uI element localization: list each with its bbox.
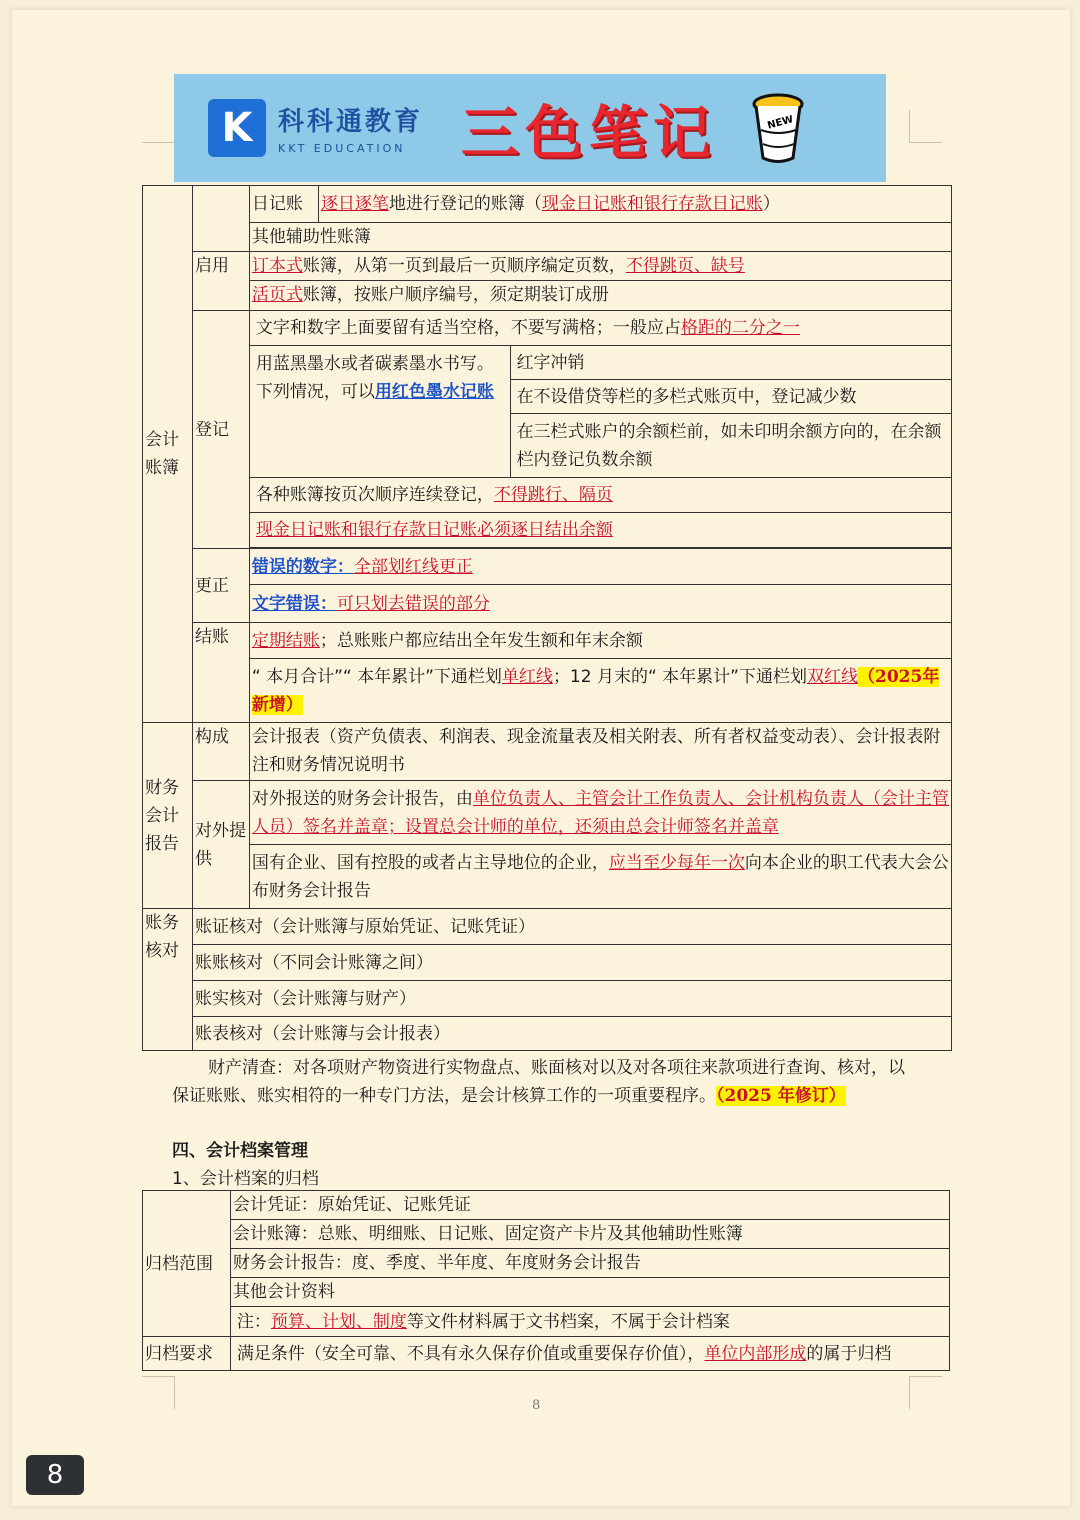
- cell-jiezhang-r2: [249, 659, 951, 723]
- cell-hedui-4: 账表核对（会计账簿与会计报表）: [192, 1017, 951, 1051]
- cell-red-case-2: 在不设借贷等栏的多栏式账页中，登记减少数: [510, 380, 951, 414]
- cell-yaoqiu-text: [230, 1337, 949, 1371]
- text-blue: 错误的数字：: [251, 556, 354, 577]
- text: 满足条件（安全可靠、不具有永久保存价值或重要保存价值），: [236, 1343, 705, 1364]
- cell-zhangwu-hedui: 账务核对: [143, 909, 193, 1051]
- cell-ink-rule: [249, 346, 510, 478]
- page-number: 8: [532, 1398, 541, 1413]
- crop-mark-top-right: [909, 110, 942, 143]
- text-red: 不得跳页、缺号: [625, 256, 745, 276]
- cell-fanwei-note: [230, 1307, 949, 1337]
- text-red: 活页式: [251, 285, 303, 305]
- cell-red-case-3: 在三栏式账户的余额栏前，如未印明余额方向的，在余额栏内登记负数余额: [510, 414, 951, 478]
- text-red: 全部划红线更正: [353, 556, 473, 577]
- text: ；总账账户都应结出全年发生额和年末余额: [319, 630, 643, 651]
- archive-table: [142, 1190, 950, 1371]
- text-blue: 用红色墨水记账: [374, 382, 494, 402]
- brand: [278, 101, 423, 155]
- cell-dengji-daily: [249, 513, 951, 548]
- cup-label: NEW: [766, 114, 795, 132]
- text-red: 单红线: [501, 667, 553, 687]
- cell-empty: [192, 186, 249, 252]
- text-red: 应当至少每年一次: [608, 852, 745, 873]
- text-red: 格距的二分之一: [680, 318, 800, 338]
- text-red: 订本式: [251, 256, 303, 276]
- brand-name-en: KKT EDUCATION: [278, 142, 406, 155]
- text: 各种账簿按页次顺序连续登记，: [255, 485, 494, 505]
- text-blue: 文字错误：: [251, 593, 337, 614]
- brand-name-cn: 科科通教育: [278, 107, 424, 137]
- cell-riji-label: 日记账: [249, 186, 318, 223]
- cell-qiyong-label: 启用: [192, 252, 249, 311]
- text-red: 单位内部形成: [704, 1343, 807, 1364]
- crop-mark-bottom-right: [909, 1376, 942, 1409]
- cell-fanwei-2: 会计账簿：总账、明细账、日记账、固定资产卡片及其他辅助性账簿: [230, 1220, 949, 1249]
- cell-dengji-label: 登记: [192, 311, 249, 549]
- accounting-main-table: [142, 185, 952, 1051]
- cell-yaoqiu-label: 归档要求: [143, 1337, 231, 1371]
- cell-caiwu-baogao: 财务会计报告: [143, 723, 193, 909]
- header-banner: [174, 74, 886, 182]
- banner-title: 三色笔记: [461, 99, 718, 167]
- cell-gengzheng-label: 更正: [192, 549, 249, 623]
- text: 账簿，从第一页到最后一页顺序编定页数，: [302, 256, 626, 276]
- cell-qiyong-r1: [249, 252, 951, 281]
- cell-gengzheng-r1: [249, 549, 951, 585]
- text: 文字和数字上面要留有适当空格，不要写满格；一般应占: [255, 318, 681, 338]
- text: 的属于归档: [806, 1343, 892, 1364]
- cell-gengzheng-r2: [249, 585, 951, 623]
- cell-dengji-seq: [249, 478, 951, 513]
- cell-fanwei-3: 财务会计报告：度、季度、半年度、年度财务会计报告: [230, 1249, 949, 1278]
- cell-goucheng-text: 会计报表（资产负债表、利润表、现金流量表及相关附表、所有者权益变动表）、会计报表附注和财务情况说明书: [249, 723, 951, 781]
- cell-fanwei-label: 归档范围: [143, 1191, 231, 1337]
- cell-qita-fuzhu: 其他辅助性账簿: [249, 223, 951, 252]
- text-red: 双红线: [807, 667, 858, 687]
- text: 用蓝黑墨水或者碳素墨水书写。下列情况，可以: [255, 354, 494, 402]
- cell-red-case-1: 红字冲销: [510, 346, 951, 380]
- text: ；12 月末的“ 本年累计”下通栏划: [552, 667, 807, 687]
- subsection-title: 1、会计档案的归档: [172, 1169, 319, 1189]
- text-red: 现金日记账和银行存款日记账: [541, 194, 763, 214]
- cell-duiwai-r2: [249, 845, 951, 909]
- text: 账簿，按账户顺序编号，须定期装订成册: [302, 285, 609, 305]
- highlight-revised-2025: （2025 年修订）: [716, 1086, 846, 1106]
- cell-goucheng-label: 构成: [192, 723, 249, 781]
- property-inventory-paragraph: [172, 1054, 917, 1110]
- cell-kuaiji-zhangbu: 会计账簿: [143, 186, 193, 723]
- cell-fanwei-4: 其他会计资料: [230, 1278, 949, 1307]
- cell-duiwai-label: 对外提供: [192, 781, 249, 909]
- text-red: 逐日逐笔: [320, 194, 389, 214]
- section-title: 四、会计档案管理: [172, 1141, 308, 1161]
- text: 财产清查：对各项财产物资进行实物盘点、账面核对以及对各项往来款项进行查询、核对，以保证账账、账实相符的一种专门方法，是会计核算工作的一项重要程序。: [172, 1058, 905, 1106]
- text-red: 预算、计划、制度: [270, 1311, 407, 1332]
- crop-mark-top-left: [142, 110, 175, 143]
- text: 对外报送的财务会计报告，由: [251, 788, 473, 809]
- text-red: 单位负责人、主管会计工作负责人、会计机构负责人（会计主管人员）签名并盖章；设置总会计师的单位，还须由总会计师签名并盖章: [251, 788, 949, 837]
- cell-fanwei-1: 会计凭证：原始凭证、记账凭证: [230, 1191, 949, 1220]
- text: 等文件材料属于文书档案，不属于会计档案: [406, 1311, 730, 1332]
- text: 向本企业的职工代表大会公布财务会计报告: [251, 852, 949, 901]
- text: 注：: [236, 1311, 271, 1332]
- page-badge: 8: [26, 1455, 84, 1495]
- kkt-logo-icon: [208, 99, 266, 157]
- text-red: 不得跳行、隔页: [493, 485, 613, 505]
- crop-mark-bottom-left: [142, 1376, 175, 1409]
- cell-jiezhang-label: 结账: [192, 623, 249, 723]
- highlight-new-2025: （2025年新增）: [251, 667, 940, 715]
- text-red: 定期结账: [251, 630, 320, 651]
- text-red: 现金日记账和银行存款日记账必须逐日结出余额: [255, 520, 613, 540]
- cell-hedui-1: 账证核对（会计账簿与原始凭证、记账凭证）: [192, 909, 951, 945]
- text: 国有企业、国有控股的或者占主导地位的企业，: [251, 852, 609, 873]
- text: 地进行登记的账簿（: [388, 194, 542, 214]
- logo-letter: K: [221, 105, 253, 151]
- coffee-cup-icon: [747, 90, 809, 166]
- cell-dengji-r1: [249, 311, 951, 346]
- cell-hedui-3: 账实核对（会计账簿与财产）: [192, 981, 951, 1017]
- cell-riji-desc: [318, 186, 951, 223]
- text: “ 本月合计”“ 本年累计”下通栏划: [251, 667, 502, 687]
- cell-duiwai-r1: [249, 781, 951, 845]
- cell-qiyong-r2: [249, 281, 951, 311]
- cell-hedui-2: 账账核对（不同会计账簿之间）: [192, 945, 951, 981]
- text-red: 可只划去错误的部分: [336, 593, 490, 614]
- text: ）: [762, 194, 780, 214]
- cell-jiezhang-r1: [249, 623, 951, 659]
